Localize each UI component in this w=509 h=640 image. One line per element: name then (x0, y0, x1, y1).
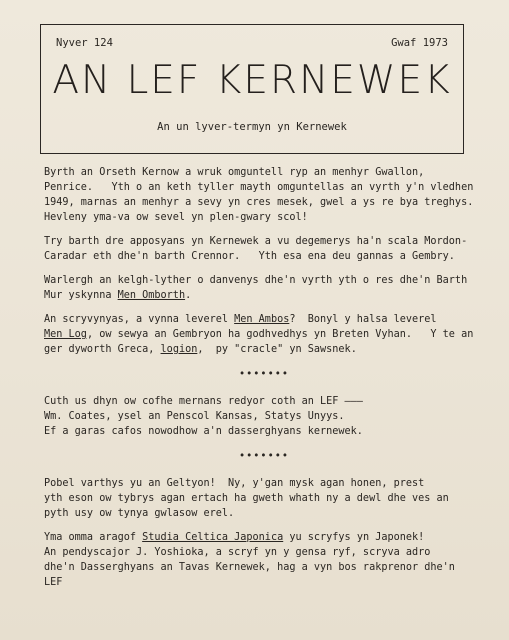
text-line (44, 530, 484, 545)
text-line: An pendyscajor J. Yoshioka, a scryf yn y gensa ryf, scryva adro (44, 547, 431, 558)
text-line: Wm. Coates, ysel an Penscol Kansas, Statys Unyys. (44, 411, 345, 422)
text-segment: yu scryfys yn Japonek! (283, 532, 425, 543)
issue-date: Gwaf 1973 (391, 37, 448, 49)
text-line: pyth usy ow tynya gwlasow erel. (44, 508, 235, 519)
underlined-term: Men Omborth (117, 290, 186, 301)
text-segment: Mur yskynna (44, 290, 118, 301)
text-line: LEF (44, 577, 63, 588)
paragraph-men-ambos (44, 312, 484, 357)
paragraph-celts (44, 476, 484, 521)
text-segment: ? Bonyl y halsa leverel (289, 314, 437, 325)
text-line: dhe'n Dasserghyans an Tavas Kernewek, hag a vyn bos rakprenor dhe'n (44, 562, 455, 573)
text-line (44, 327, 484, 342)
text-segment: . (185, 290, 192, 301)
text-segment: , py "cracle" yn Sawsnek. (197, 344, 357, 355)
text-line (44, 288, 484, 303)
text-segment: ger dyworth Greca, (44, 344, 161, 355)
text-line: Hevleny yma-va ow sevel yn plen-gwary scol! (44, 212, 308, 223)
newsletter-title: AN LEF KERNEWEK (52, 58, 452, 103)
article-body (44, 165, 484, 599)
paragraph-obituary (44, 394, 484, 439)
text-line (44, 312, 484, 327)
section-separator: ••••••• (239, 451, 289, 462)
underlined-term: Men Ambos (234, 314, 290, 325)
text-line: Pobel varthys yu an Geltyon! Ny, y'gan mysk agan honen, prest (44, 478, 425, 489)
newsletter-subtitle: An un lyver-termyn yn Kernewek (157, 121, 347, 133)
text-line: Byrth an Orseth Kernow a wruk omguntell ryp an menhyr Gwallon, (44, 167, 425, 178)
text-segment: Yma omma aragof (44, 532, 143, 543)
text-segment: An scryvynyas, a vynna leverel (44, 314, 235, 325)
section-separator: ••••••• (239, 369, 289, 380)
text-line: 1949, marnas an menhyr a sevy yn cres mesek, gwel a ys re bya treghys. (44, 197, 474, 208)
text-line: Penrice. Yth o an keth tyller mayth omguntellas an vyrth y'n vledhen (44, 182, 474, 193)
text-line: Warlergh an kelgh-lyther o danvenys dhe'n vyrth yth o res dhe'n Barth (44, 275, 468, 286)
underlined-term: logion (160, 344, 198, 355)
underlined-term: Studia Celtica Japonica (142, 532, 284, 543)
issue-number: Nyver 124 (56, 37, 113, 49)
text-line: Try barth dre apposyans yn Kernewek a vu degemerys ha'n scala Mordon- (44, 236, 468, 247)
paragraph-gorsedh-meeting (44, 165, 484, 225)
text-line: Caradar eth dhe'n barth Crennor. Yth esa ena deu gannas a Gembry. (44, 251, 455, 262)
masthead-box (40, 24, 464, 154)
text-segment: , ow sewya an Gembryon ha godhvedhys yn Breten Vyhan. Y te an (86, 329, 474, 340)
paragraph-men-omborth (44, 273, 484, 303)
paragraph-bards-exam (44, 234, 484, 264)
text-line (44, 342, 484, 357)
text-line: Ef a garas cafos nowodhow a'n dasserghyans kernewek. (44, 426, 363, 437)
text-line: Cuth us dhyn ow cofhe mernans redyor coth an LEF ——— (44, 396, 363, 407)
underlined-term: Men Log (44, 329, 87, 340)
paragraph-studia-celtica (44, 530, 484, 590)
text-line: yth eson ow tybrys agan ertach ha gweth whath ny a dewl dhe ves an (44, 493, 449, 504)
